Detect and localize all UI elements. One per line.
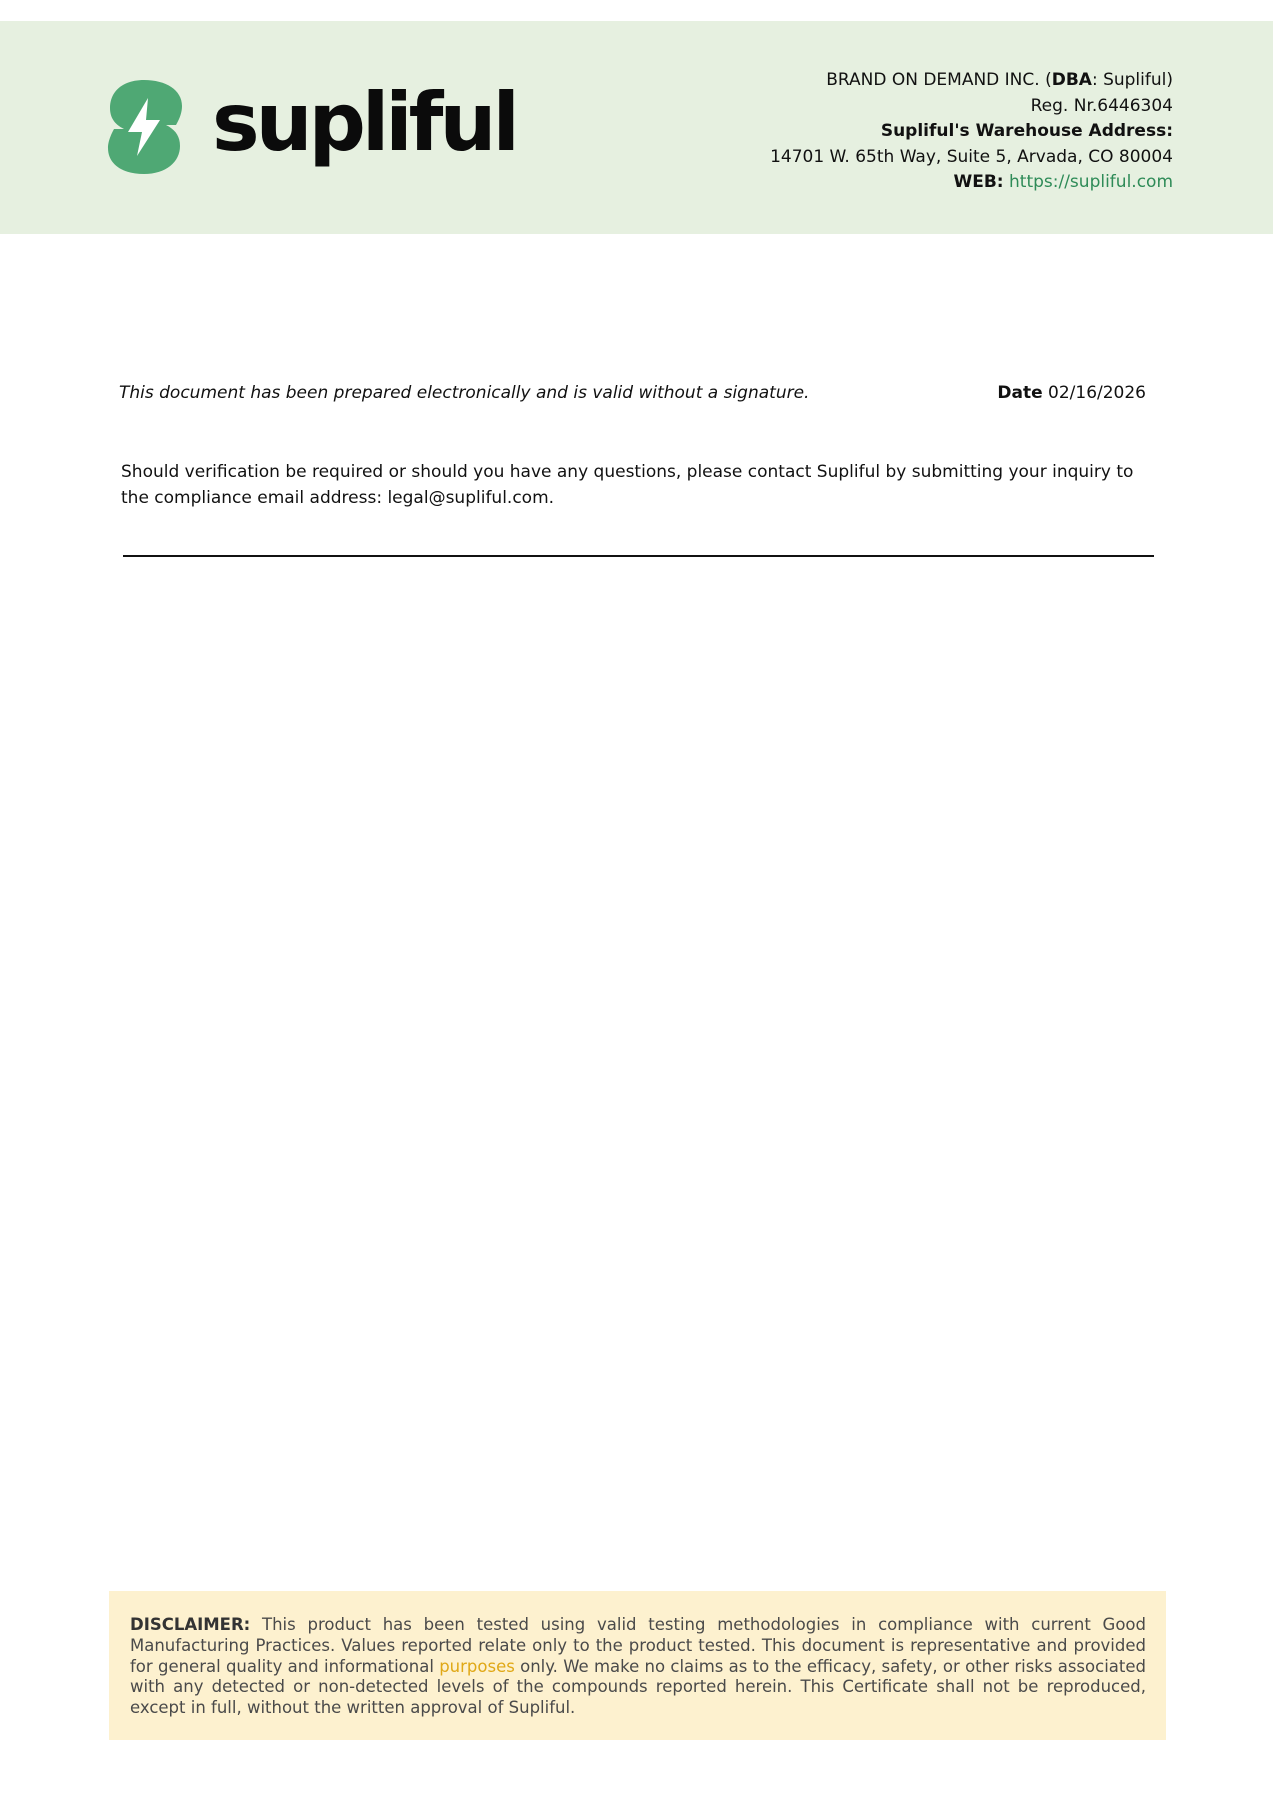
disclaimer-box <box>109 1591 1166 1740</box>
disclaimer-text-2: only. We make no claims as to the efficacy, safety, or other risks associated with any detected or non-detected levels of the compounds reported herein. This Certificate shall not be reproduced, except in full, without the written approval of Supliful. <box>130 1656 1146 1718</box>
lightning-bolt-s-logo-icon <box>104 78 184 176</box>
reg-number: Reg. Nr.6446304 <box>1030 95 1173 116</box>
date-value: 02/16/2026 <box>1048 383 1146 403</box>
company-name-line: BRAND ON DEMAND INC. (DBA: Supliful) <box>826 70 1173 90</box>
date-label: Date <box>997 383 1043 403</box>
web-line <box>770 170 1173 196</box>
supliful-logo <box>104 74 516 180</box>
signature-note: This document has been prepared electronically and is valid without a signature. <box>119 383 810 403</box>
disclaimer-highlight: purposes <box>439 1656 515 1676</box>
dba-label: DBA <box>1051 70 1092 90</box>
verification-paragraph: Should verification be required or should you have any questions, please contact Supliful by submitting your inquiry to the compliance email address: legal@supliful.com. <box>121 462 1134 508</box>
logo-wordmark: supliful <box>212 76 516 169</box>
warehouse-label: Supliful's Warehouse Address: <box>880 121 1173 141</box>
date-block <box>997 383 1146 403</box>
warehouse-address: 14701 W. 65th Way, Suite 5, Arvada, CO 80004 <box>770 146 1173 167</box>
company-info <box>770 68 1173 196</box>
disclaimer-label: DISCLAIMER: <box>130 1615 251 1634</box>
divider <box>123 555 1154 557</box>
disclaimer-text-1: This product has been tested using valid testing methodologies in compliance with current Good Manufacturing Practices. Values reported relate only to the product tested. This document is representative and provided for general quality and informational <box>130 1615 1146 1676</box>
website-link[interactable]: https://supliful.com <box>1009 172 1173 192</box>
web-label: WEB: <box>953 172 1004 192</box>
